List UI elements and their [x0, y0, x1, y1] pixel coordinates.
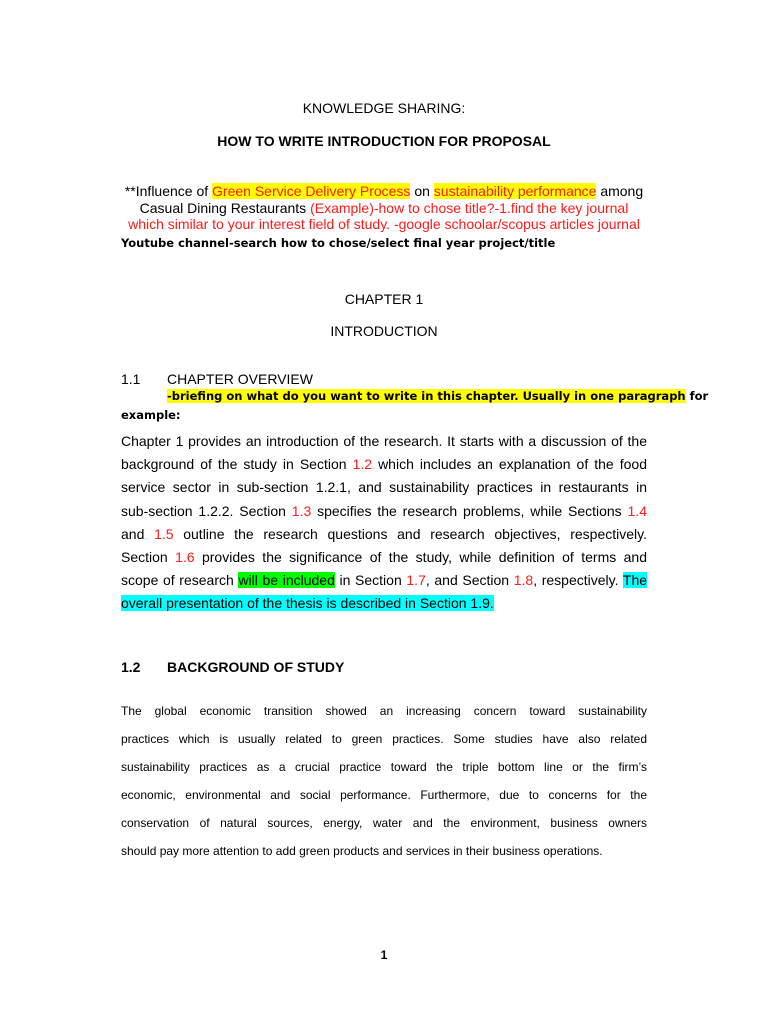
note-highlight: -briefing on what do you want to write in this chapter. Usually in one paragraph: [167, 389, 686, 403]
topic-line2-red: (Example)-how to chose title?-1.find the key journal: [310, 200, 629, 216]
section-ref: 1.7: [406, 572, 426, 589]
text-run: outline the research questions and research objectives, respectively.: [173, 525, 647, 542]
section-1-2-title: BACKGROUND OF STUDY: [167, 659, 345, 675]
section-ref: 1.6: [175, 548, 195, 565]
background-line: economic, environmental and social performance. Furthermore, due to concerns for the: [121, 788, 647, 802]
text-run: specifies the research problems, while Sections: [311, 502, 628, 519]
topic-suffix: among: [596, 183, 644, 199]
text-run: sub-section 1.2.2. Section: [121, 502, 292, 519]
text-run: which includes an explanation of the food: [372, 456, 647, 473]
section-1-2-number: 1.2: [121, 659, 141, 675]
note-tail: for: [685, 389, 709, 403]
section-1-1-note: [167, 389, 708, 403]
topic-line-3: which similar to your interest field of study. -google schoolar/scopus articles journal: [128, 216, 640, 232]
main-title: HOW TO WRITE INTRODUCTION FOR PROPOSAL: [217, 133, 551, 149]
section-ref: 1.5: [154, 525, 174, 542]
section-ref: 1.4: [627, 502, 647, 519]
green-highlight: will be included: [238, 572, 335, 589]
topic-line-1: [0, 183, 768, 199]
background-line: should pay more attention to add green products and services in their business operations.: [121, 844, 603, 858]
section-1-1-number: 1.1: [121, 371, 141, 387]
section-1-1-note-line2: example:: [121, 408, 181, 422]
chapter-title: INTRODUCTION: [330, 323, 438, 339]
section-ref: 1.2: [352, 456, 373, 473]
background-line: conservation of natural sources, energy, water and the environment, business owners: [121, 816, 647, 830]
background-line: The global economic transition showed an increasing concern toward sustainability: [121, 704, 647, 718]
topic-highlight-1: Green Service Delivery Process: [212, 183, 411, 199]
topic-line2-black: Casual Dining Restaurants: [139, 200, 311, 216]
background-paragraph: [121, 697, 647, 865]
overview-paragraph: [121, 430, 647, 616]
section-1-1-title: CHAPTER OVERVIEW: [167, 371, 313, 387]
topic-prefix: **Influence of: [124, 183, 213, 199]
header-title: KNOWLEDGE SHARING:: [302, 100, 466, 116]
text-run: background of the study in Section: [121, 456, 353, 473]
overview-line: [121, 523, 647, 546]
text-run: Section: [121, 548, 176, 565]
text-run: and: [121, 525, 155, 542]
overview-line: Chapter 1 provides an introduction of the research. It starts with a discussion of the: [121, 433, 647, 449]
section-ref: 1.8: [513, 572, 534, 589]
section-ref: 1.3: [291, 502, 312, 519]
chapter-label: CHAPTER 1: [344, 291, 424, 307]
topic-line-4: Youtube channel-search how to chose/select final year project/title: [121, 236, 556, 250]
background-line: sustainability practices as a crucial practice toward the triple bottom line or the firm’s: [121, 760, 647, 774]
overview-line: [121, 569, 647, 592]
background-line: practices which is usually related to green practices. Some studies have also related: [121, 732, 647, 746]
overview-line: [121, 453, 647, 476]
topic-mid: on: [410, 183, 434, 199]
overview-line: service sector in sub-section 1.2.1, and sustainability practices in restaurants in: [121, 479, 647, 496]
cyan-highlight: The: [622, 572, 648, 589]
text-run: provides the significance of the study, while definition of terms and: [194, 548, 647, 565]
topic-line-2: [0, 200, 768, 216]
overview-line: [121, 592, 647, 615]
text-run: , and Section: [425, 572, 514, 589]
text-run: in Section: [334, 572, 407, 589]
text-run: , respectively.: [533, 572, 623, 589]
page-number: 1: [380, 948, 388, 962]
overview-line: [121, 500, 647, 523]
cyan-highlight: overall presentation of the thesis is described in Section 1.9.: [121, 595, 494, 612]
text-run: scope of research: [121, 572, 239, 589]
overview-line: [121, 546, 647, 569]
topic-highlight-2: sustainability performance: [433, 183, 597, 199]
